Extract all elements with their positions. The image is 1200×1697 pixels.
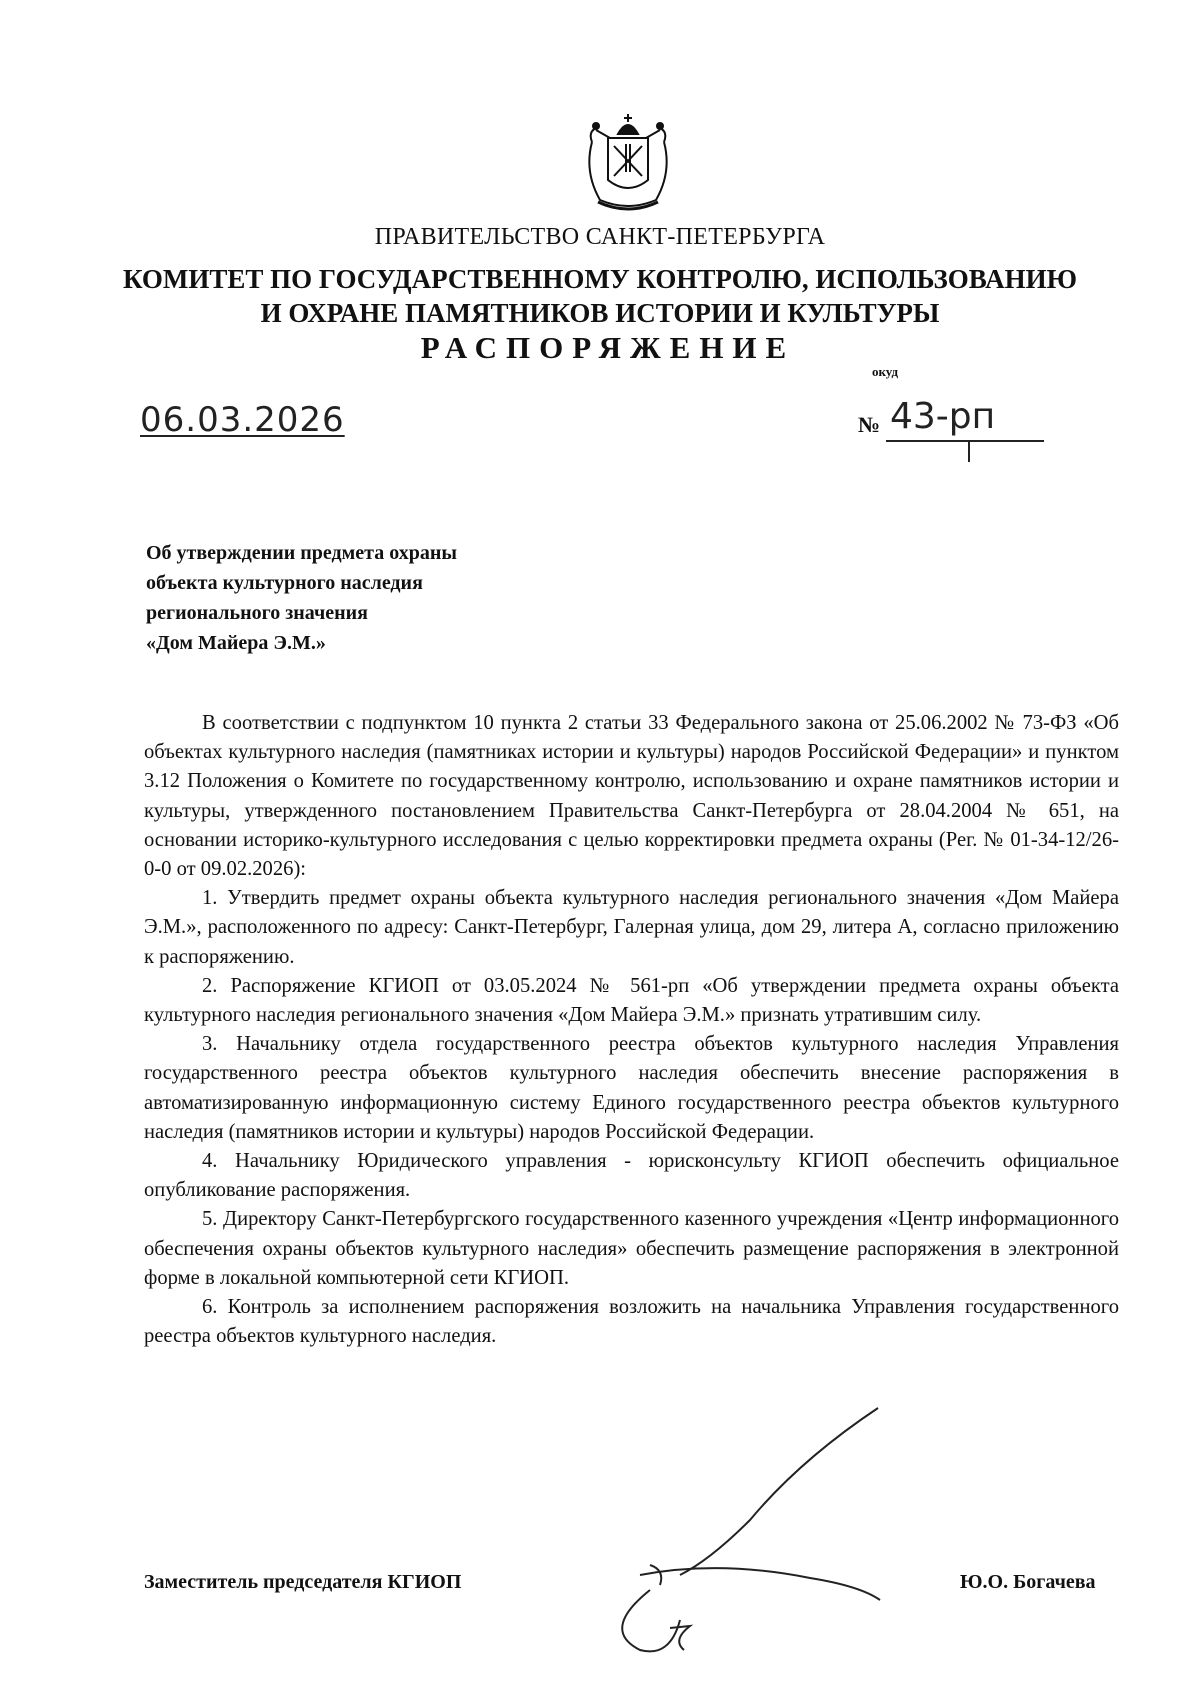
subject-line: объекта культурного наследия [146,572,423,594]
committee-title [0,262,1200,330]
document-body [144,709,1119,1351]
document-type: РАСПОРЯЖЕНИЕ [420,330,796,365]
order-item: 2. Распоряжение КГИОП от 03.05.2024 № 561-рп «Об утверждении предмета охраны объекта культурного наследия регионального значения «Дом Майера Э.М.» признать утратившим силу. [144,974,1119,1027]
preamble-paragraph: В соответствии с подпунктом 10 пункта 2 статьи 33 Федерального закона от 25.06.2002 № 73-ФЗ «Об объектах культурного наследия (памятниках истории и культуры) народов Российской Федерации» и пунктом 3.12 Положения о Комитете по государственному контролю, использованию и охране памятников истории и культуры, утвержденного постановлением Правительства Санкт-Петербурга от 28.04.2004 № 651, на основании историко-культурного исследования с целью корректировки предмета охраны (Рег. № 01-34-12/26-0-0 от 09.02.2026): [144,712,1119,881]
coat-of-arms-icon [580,112,676,218]
government-title: ПРАВИТЕЛЬСТВО САНКТ-ПЕТЕРБУРГА [374,224,826,250]
signer-name: Ю.О. Богачева [960,1571,1096,1593]
handwritten-signature-icon [560,1400,890,1660]
committee-title-line-2: И ОХРАНЕ ПАМЯТНИКОВ ИСТОРИИ И КУЛЬТУРЫ [260,298,940,328]
order-item: 4. Начальнику Юридического управления - юрисконсульту КГИОП обеспечить официальное опубликование распоряжения. [144,1150,1119,1202]
document-date: 06.03.2026 [140,400,345,440]
signer-title: Заместитель председателя КГИОП [144,1571,462,1593]
document-number: 43-рп [890,396,996,437]
order-item: 3. Начальнику отдела государственного реестра объектов культурного наследия Управления государственного реестра объектов культурного наследия обеспечить внесение распоряжения в автоматизированную информационную систему Единого государственного реестра объектов культурного наследия (памятников истории и культуры) народов Российской Федерации. [144,1033,1119,1143]
order-item: 1. Утвердить предмет охраны объекта культурного наследия регионального значения «Дом Майера Э.М.», расположенного по адресу: Санкт-Петербург, Галерная улица, дом 29, литера А, согласно приложению к распоряжению. [144,887,1119,968]
order-item: 5. Директору Санкт-Петербургского государственного казенного учреждения «Центр информационного обеспечения охраны объектов культурного наследия» обеспечить размещение распоряжения в электронной форме в локальной компьютерной сети КГИОП. [144,1208,1119,1289]
order-item: 6. Контроль за исполнением распоряжения возложить на начальника Управления государственного реестра объектов культурного наследия. [144,1296,1119,1348]
okud-label: окуд [872,364,899,379]
document-subject [146,538,457,658]
number-sign: № [858,412,881,437]
number-underline-tail [968,440,970,462]
number-underline [886,440,1044,442]
subject-line: Об утверждении предмета охраны [146,542,457,564]
subject-line: регионального значения [146,602,368,624]
subject-line: «Дом Майера Э.М.» [146,632,326,654]
committee-title-line-1: КОМИТЕТ ПО ГОСУДАРСТВЕННОМУ КОНТРОЛЮ, ИСПОЛЬЗОВАНИЮ [123,264,1077,294]
